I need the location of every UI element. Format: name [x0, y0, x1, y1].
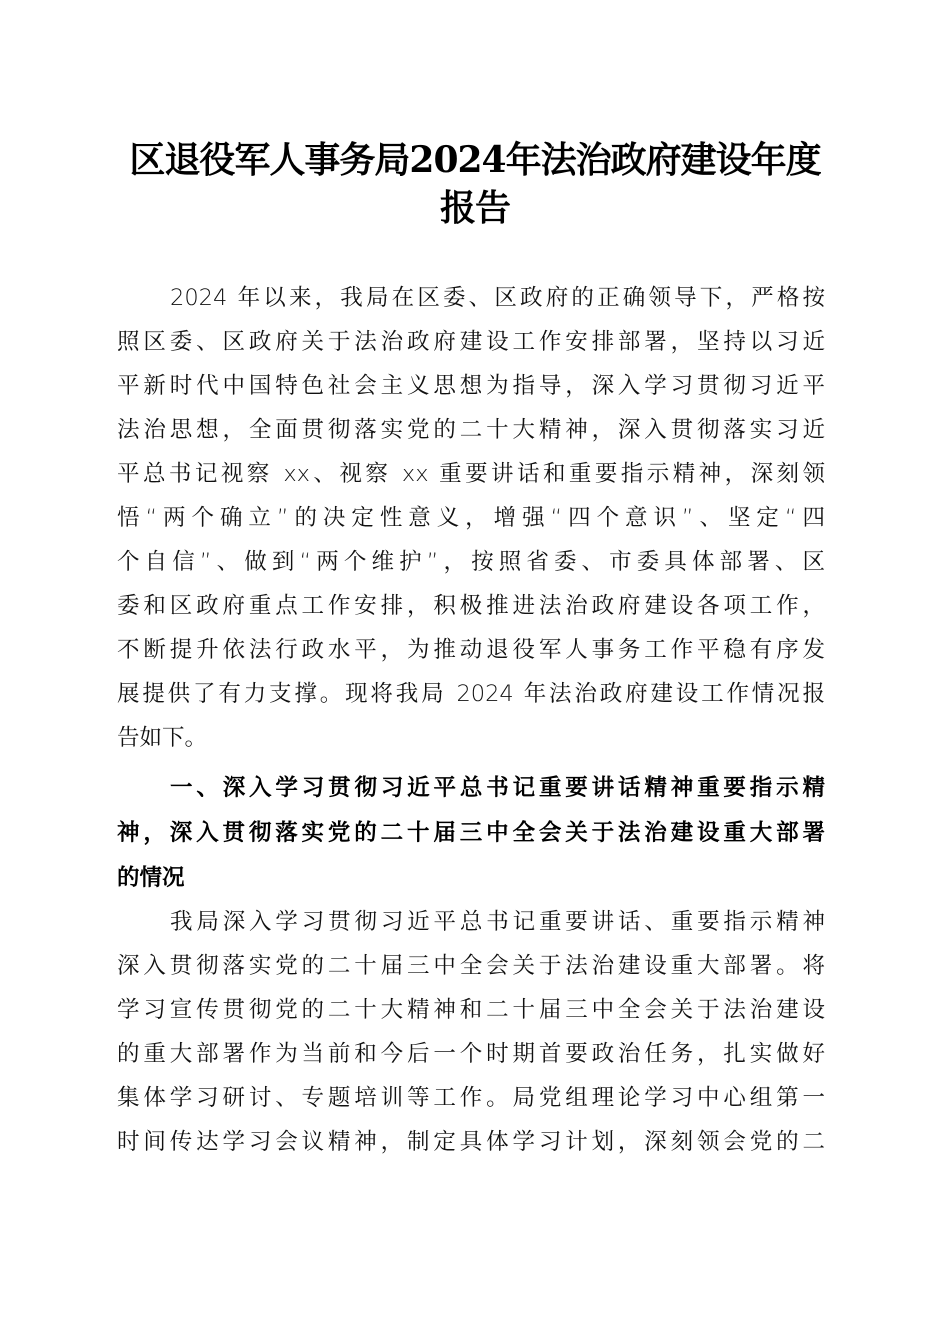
paragraph-1-line: 个自信”、做到“两个维护”，按照省委、市委具体部署、区	[117, 549, 825, 575]
paragraph-2-line: 集体学习研讨、专题培训等工作。局党组理论学习中心组第一	[117, 1085, 825, 1111]
paragraph-2-line: 时间传达学习会议精神，制定具体学习计划，深刻领会党的二	[117, 1129, 825, 1155]
paragraph-1-line: 平新时代中国特色社会主义思想为指导，深入学习贯彻习近平	[117, 373, 825, 399]
paragraph-2-line: 的重大部署作为当前和今后一个时期首要政治任务，扎实做好	[117, 1041, 825, 1067]
paragraph-2-line: 我局深入学习贯彻习近平总书记重要讲话、重要指示精神	[170, 909, 825, 935]
paragraph-1-line: 法治思想，全面贯彻落实党的二十大精神，深入贯彻落实习近	[117, 417, 825, 443]
paragraph-1-line: 照区委、区政府关于法治政府建设工作安排部署，坚持以习近	[117, 329, 825, 355]
document-title-line-1: 区退役军人事务局2024年法治政府建设年度	[129, 139, 821, 181]
paragraph-1-line: 平总书记视察 xx、视察 xx 重要讲话和重要指示精神，深刻领	[117, 461, 825, 487]
document-title-line-2: 报告	[439, 187, 510, 229]
paragraph-2-line: 学习宣传贯彻党的二十大精神和二十届三中全会关于法治建设	[117, 997, 825, 1023]
paragraph-1-line: 悟“两个确立”的决定性意义，增强“四个意识”、坚定“四	[117, 505, 825, 531]
section-heading-line: 一、深入学习贯彻习近平总书记重要讲话精神重要指示精	[170, 775, 825, 801]
section-heading-line: 的情况	[117, 865, 185, 891]
paragraph-1-line: 不断提升依法行政水平，为推动退役军人事务工作平稳有序发	[117, 637, 825, 663]
paragraph-1-line: 展提供了有力支撑。现将我局 2024 年法治政府建设工作情况报	[117, 681, 825, 707]
paragraph-1-line: 2024 年以来，我局在区委、区政府的正确领导下，严格按	[170, 285, 825, 311]
paragraph-2-line: 深入贯彻落实党的二十届三中全会关于法治建设重大部署。将	[117, 953, 825, 979]
paragraph-1-line: 委和区政府重点工作安排，积极推进法治政府建设各项工作，	[117, 593, 825, 619]
paragraph-1-line: 告如下。	[117, 725, 208, 751]
section-heading-line: 神，深入贯彻落实党的二十届三中全会关于法治建设重大部署	[117, 820, 825, 846]
